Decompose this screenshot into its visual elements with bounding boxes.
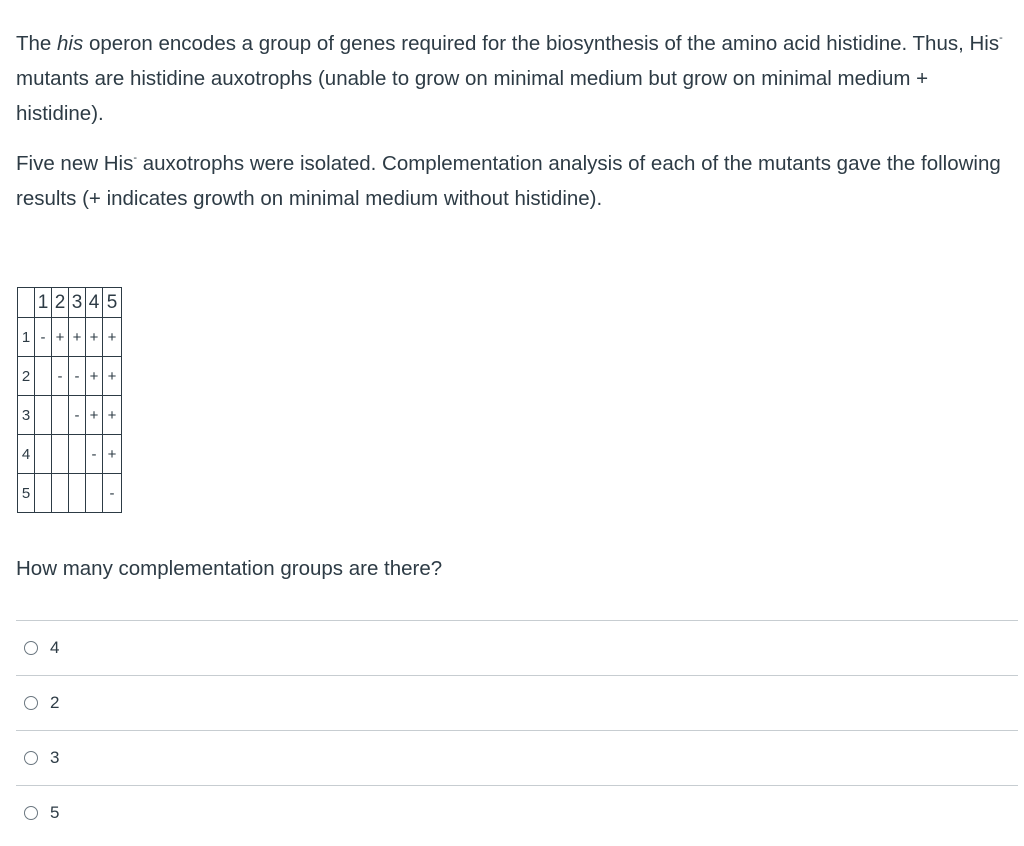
table-cell (35, 474, 52, 513)
intro-text: mutants are histidine auxotrophs (unable to grow on minimal medium but grow on minimal medium + histidine). (16, 67, 929, 125)
answer-option[interactable] (16, 785, 1018, 840)
table-cell: + (103, 318, 122, 357)
answer-option[interactable] (16, 675, 1018, 730)
radio-button[interactable] (24, 806, 38, 820)
table-cell (35, 396, 52, 435)
answer-option[interactable] (16, 620, 1018, 675)
intro-text: The (16, 32, 58, 55)
row-header: 1 (18, 318, 35, 357)
table-cell: - (103, 474, 122, 513)
table-cell: + (103, 396, 122, 435)
col-header: 1 (35, 288, 52, 318)
question-text: How many complementation groups are there? (16, 557, 443, 580)
table-cell (52, 474, 69, 513)
table-cell (52, 396, 69, 435)
answer-option[interactable] (16, 730, 1018, 785)
table-cell (69, 435, 86, 474)
table-cell: + (86, 396, 103, 435)
table-cell: - (35, 318, 52, 357)
superscript-minus: - (133, 152, 138, 164)
col-header: 5 (103, 288, 122, 318)
table-cell (35, 357, 52, 396)
table-cell: - (69, 396, 86, 435)
radio-button[interactable] (24, 696, 38, 710)
table-cell: + (86, 318, 103, 357)
table-header-row (18, 288, 122, 318)
table-corner-cell (18, 288, 35, 318)
table-cell: - (69, 357, 86, 396)
intro-text: auxotrophs were isolated. Complementation analysis of each of the mutants gave the following results (+ indicates growth on minimal medium without histidine). (16, 152, 1001, 210)
row-header: 4 (18, 435, 35, 474)
table-cell (86, 474, 103, 513)
intro-text: Five new His (16, 152, 134, 175)
col-header: 2 (52, 288, 69, 318)
table-row (18, 357, 122, 396)
table-cell: + (69, 318, 86, 357)
intro-text: operon encodes a group of genes required for the biosynthesis of the amino acid histidine. Thus, His (83, 32, 1000, 55)
table-cell: - (86, 435, 103, 474)
table-cell: + (52, 318, 69, 357)
table-cell (35, 435, 52, 474)
table-cell: + (103, 357, 122, 396)
answer-label: 4 (50, 638, 60, 657)
table-cell (52, 435, 69, 474)
radio-button[interactable] (24, 751, 38, 765)
operon-name: his (57, 32, 84, 55)
table-cell (69, 474, 86, 513)
row-header: 2 (18, 357, 35, 396)
intro-paragraph-1 (16, 26, 1018, 131)
table-cell: + (103, 435, 122, 474)
radio-button[interactable] (24, 641, 38, 655)
table-row (18, 396, 122, 435)
answer-label: 3 (50, 748, 60, 767)
answer-list (16, 620, 1018, 840)
answer-label: 5 (50, 803, 60, 822)
row-header: 3 (18, 396, 35, 435)
complementation-table (17, 287, 122, 513)
table-row (18, 318, 122, 357)
table-cell: - (52, 357, 69, 396)
col-header: 3 (69, 288, 86, 318)
row-header: 5 (18, 474, 35, 513)
col-header: 4 (86, 288, 103, 318)
table-row (18, 474, 122, 513)
table-row (18, 435, 122, 474)
superscript-minus: - (999, 32, 1003, 44)
intro-paragraph-2 (16, 146, 1018, 216)
table-cell: + (86, 357, 103, 396)
answer-label: 2 (50, 693, 60, 712)
